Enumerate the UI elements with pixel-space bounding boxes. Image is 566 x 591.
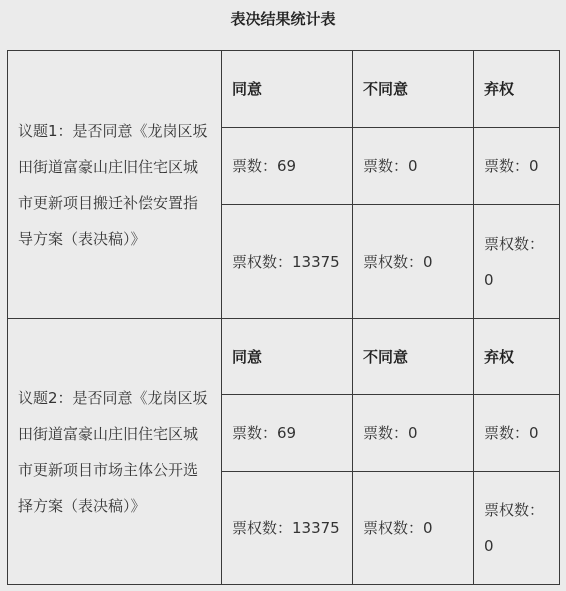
- motion-2-label: 议题2：是否同意《龙岗区坂田街道富豪山庄旧住宅区城市更新项目市场主体公开选择方案（表决稿）》: [8, 319, 222, 585]
- table-row: [8, 319, 560, 395]
- motion-1-weight-agree: 票权数：13375: [222, 205, 353, 319]
- motion-1-count-disagree: 票数：0: [353, 128, 474, 205]
- page-title: 表决结果统计表: [230, 10, 336, 28]
- motion-1-header-disagree: 不同意: [353, 51, 474, 128]
- motion-2-header-agree: 同意: [222, 319, 353, 395]
- motion-2-header-disagree: 不同意: [353, 319, 474, 395]
- table-row: [8, 51, 560, 128]
- motion-2-header-abstain: 弃权: [474, 319, 560, 395]
- motion-1-weight-disagree: 票权数：0: [353, 205, 474, 319]
- motion-2-count-agree: 票数：69: [222, 395, 353, 472]
- motion-1-weight-abstain: 票权数：0: [474, 205, 560, 319]
- motion-1-count-abstain: 票数：0: [474, 128, 560, 205]
- motion-2-weight-abstain: 票权数：0: [474, 472, 560, 585]
- motion-1-label: 议题1：是否同意《龙岗区坂田街道富豪山庄旧住宅区城市更新项目搬迁补偿安置指导方案（表决稿）》: [8, 51, 222, 319]
- motion-2-count-abstain: 票数：0: [474, 395, 560, 472]
- motion-2-weight-agree: 票权数：13375: [222, 472, 353, 585]
- motion-1-header-abstain: 弃权: [474, 51, 560, 128]
- motion-1-count-agree: 票数：69: [222, 128, 353, 205]
- motion-1-header-agree: 同意: [222, 51, 353, 128]
- motion-2-weight-disagree: 票权数：0: [353, 472, 474, 585]
- vote-results-table: [7, 50, 560, 585]
- motion-2-count-disagree: 票数：0: [353, 395, 474, 472]
